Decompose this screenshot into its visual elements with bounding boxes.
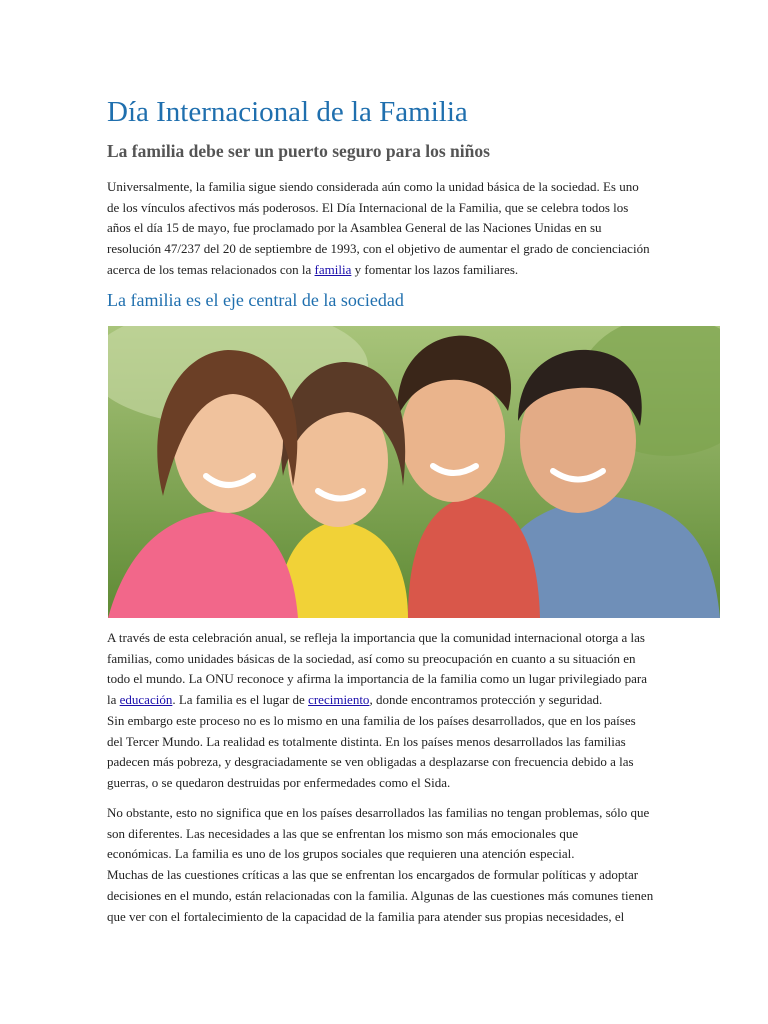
text-line: padecen más pobreza, y desgraciadamente se ven obligadas a desplazarse con frecuencia debido a las	[107, 754, 634, 770]
text-line: todo el mundo. La ONU reconoce y afirma la importancia de la familia como un lugar privilegiado para	[107, 671, 648, 687]
section-heading: La familia es el eje central de la sociedad	[107, 290, 404, 310]
family-photo	[108, 326, 720, 618]
link-educacion[interactable]: educación	[119, 692, 173, 708]
text-line: A través de esta celebración anual, se refleja la importancia que la comunidad internacional otorga a las	[107, 630, 645, 645]
text-line: Muchas de las cuestiones críticas a las que se enfrentan los encargados de formular políticas y adoptar	[107, 867, 639, 883]
text-line	[107, 260, 667, 281]
text-line: resolución 47/237 del 20 de septiembre de 1993, con el objetivo de aumentar el grado de concienciación	[107, 241, 650, 257]
text-fragment: , donde encontramos protección y seguridad.	[369, 692, 603, 708]
body-paragraph-2	[107, 803, 667, 927]
text-fragment: y fomentar los lazos familiares.	[351, 261, 519, 277]
text-line: económicas. La familia es uno de los grupos sociales que requieren una atención especial.	[107, 846, 575, 862]
text-fragment: acerca de los temas relacionados con la	[107, 261, 315, 277]
text-fragment: la	[107, 692, 120, 708]
body-paragraph-1	[107, 628, 667, 794]
link-familia[interactable]: familia	[314, 261, 352, 277]
text-line: que ver con el fortalecimiento de la capacidad de la familia para atender sus propias necesidades, el	[107, 908, 625, 924]
text-line: del Tercer Mundo. La realidad es totalmente distinta. En los países menos desarrollados las familias	[107, 733, 626, 749]
text-line: No obstante, esto no significa que en los países desarrollados las familias no tengan problemas, sólo que	[107, 805, 650, 820]
text-line	[107, 690, 667, 711]
text-line: años el día 15 de mayo, fue proclamado por la Asamblea General de las Naciones Unidas en su	[107, 220, 602, 236]
text-line: son diferentes. Las necesidades a las que se enfrentan los mismo son más emocionales que	[107, 825, 579, 841]
text-line: Sin embargo este proceso no es lo mismo en una familia de los países desarrollados, que en los países	[107, 712, 636, 728]
page-subtitle: La familia debe ser un puerto seguro para los niños	[107, 141, 490, 161]
page-title: Día Internacional de la Familia	[107, 96, 468, 128]
family-photo-illustration	[108, 326, 720, 618]
text-line: decisiones en el mundo, están relacionadas con la familia. Algunas de las cuestiones más comunes tienen	[107, 887, 654, 903]
link-crecimiento[interactable]: crecimiento	[308, 692, 370, 708]
text-line: guerras, o se quedaron destruidas por enfermedades como el Sida.	[107, 774, 451, 790]
text-line: de los vínculos afectivos más poderosos. El Día Internacional de la Familia, que se celebra todos los	[107, 199, 629, 215]
text-line: familias, como unidades básicas de la sociedad, así como su preocupación en cuanto a su situación en	[107, 650, 636, 666]
intro-paragraph	[107, 177, 667, 281]
text-line: Universalmente, la familia sigue siendo considerada aún como la unidad básica de la sociedad. Es uno	[107, 179, 639, 194]
text-fragment: . La familia es el lugar de	[172, 692, 309, 708]
